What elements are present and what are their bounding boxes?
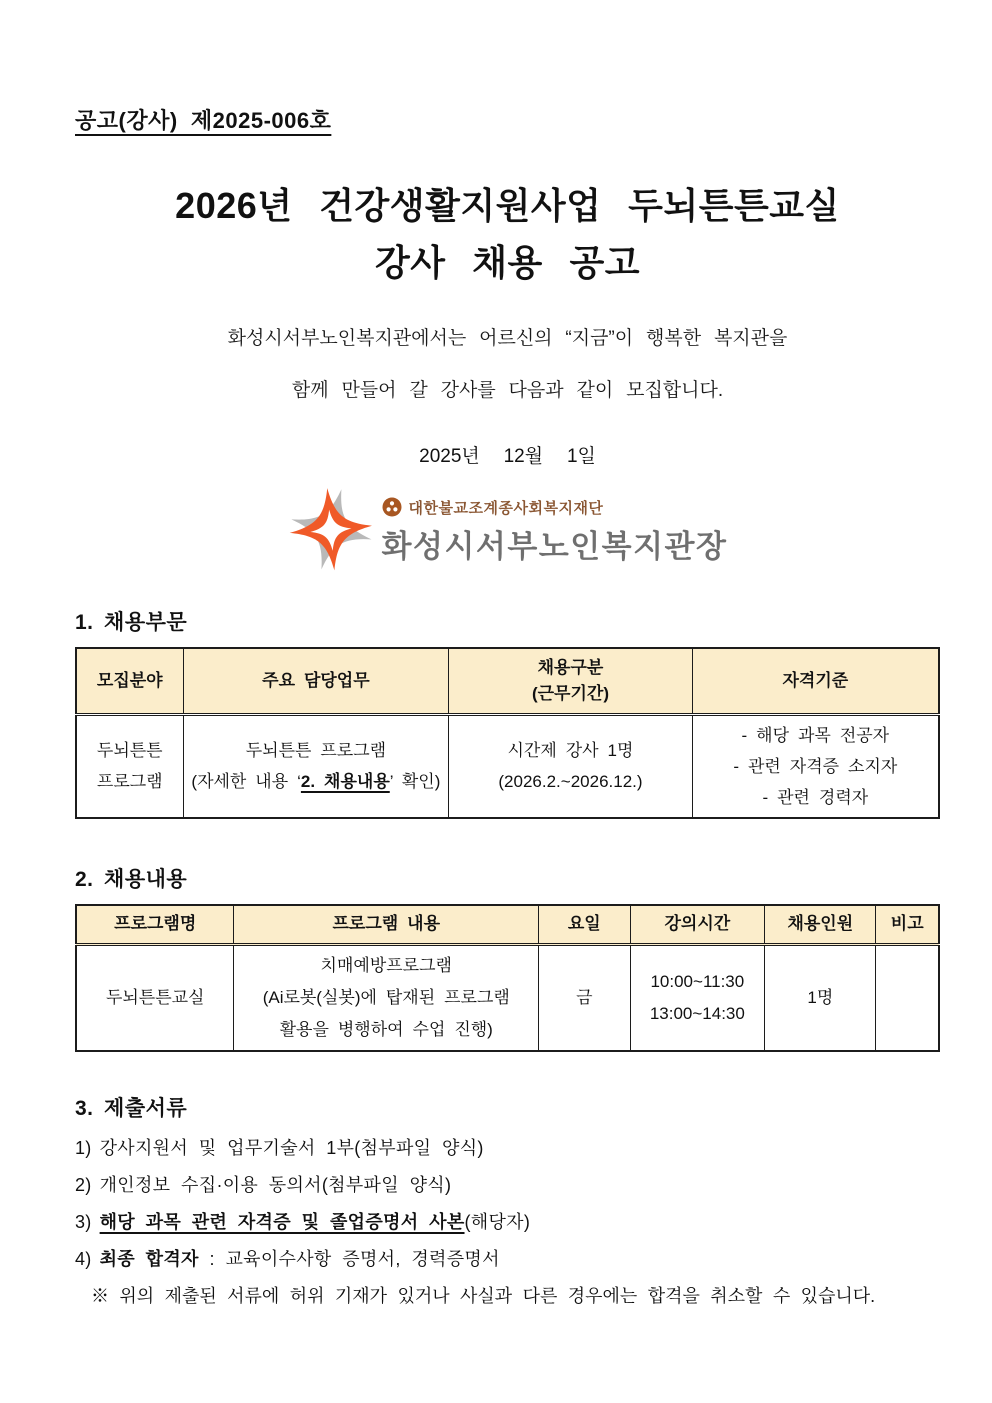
item-4-number: 4): [75, 1249, 92, 1269]
announcement-date: 2025년 12월 1일: [419, 446, 596, 467]
cell-duty-line1: 두뇌튼튼 프로그램: [245, 741, 387, 760]
page-title: [75, 177, 940, 291]
th-remarks: 비고: [876, 905, 939, 945]
recruitment-detail-table: [75, 904, 940, 1053]
table-header-row: [76, 648, 939, 714]
duty-emphasis: 2. 채용내용: [300, 772, 390, 791]
list-item-4: [75, 1245, 940, 1273]
th-program-name: 프로그램명: [76, 905, 234, 945]
section-1-heading: 1. 채용부문: [75, 611, 188, 634]
content-line-3: 활용을 병행하여 수업 진행): [279, 1020, 493, 1039]
item-2-number: 2): [75, 1175, 92, 1195]
cell-field-line2: 프로그램: [96, 772, 163, 791]
cell-qualification: [692, 714, 939, 818]
submission-document-list: [75, 1134, 940, 1310]
intro-line-2: 함께 만들어 갈 강사를 다음과 같이 모집합니다.: [291, 380, 724, 401]
cell-recruit-field: [76, 714, 183, 818]
list-item-2: [75, 1171, 940, 1199]
list-item-1: [75, 1134, 940, 1162]
th-qualification: 자격기준: [692, 648, 939, 714]
item-1-number: 1): [75, 1138, 92, 1158]
item-4-text: : 교육이수사항 증명서, 경력증명서: [198, 1249, 500, 1269]
qual-line-2: - 관련 자격증 소지자: [733, 756, 898, 776]
th-employment-type: [449, 648, 692, 714]
foundation-line: [382, 497, 728, 518]
intro-paragraph: [75, 313, 940, 417]
organization-logo: [75, 482, 940, 580]
announcement-ref-no: [75, 104, 940, 135]
cell-type-line2: (2026.2.~2026.12.): [498, 772, 643, 791]
duty-pre: (자세한 내용 ‘: [191, 772, 301, 791]
qual-line-3: - 관련 경력자: [762, 787, 869, 807]
th-employment-type-line1: 채용구분: [537, 657, 604, 677]
item-3-text: (해당자): [464, 1212, 531, 1232]
item-4-emphasis: 최종 합격자: [99, 1249, 199, 1269]
intro-line-1: 화성시서부노인복지관에서는 어르신의 “지금”이 행복한 복지관을: [227, 328, 788, 349]
item-1-text: 강사지원서 및 업무기술서 1부(첨부파일 양식): [99, 1138, 484, 1158]
cell-type-line1: 시간제 강사 1명: [507, 741, 634, 760]
organization-name: 화성시서부노인복지관장: [381, 528, 728, 564]
ref-no-text: 공고(강사) 제2025-006호: [75, 108, 332, 133]
th-day: 요일: [539, 905, 630, 945]
content-line-2: (Ai로봇(실봇)에 탑재된 프로그램: [262, 988, 510, 1007]
cell-lecture-time: [630, 945, 765, 1052]
foundation-name: 대한불교조계종사회복지재단: [408, 499, 604, 517]
title-line-1: 2026년 건강생활지원사업 두뇌튼튼교실: [175, 185, 840, 226]
disclaimer-note: ※ 위의 제출된 서류에 허위 기재가 있거나 사실과 다른 경우에는 합격을 취소할 수 있습니다.: [91, 1286, 876, 1306]
time-line-2: 13:00~14:30: [649, 1004, 745, 1023]
jogye-symbol-icon: [382, 497, 402, 517]
duty-post: ’ 확인): [389, 772, 441, 791]
cell-employment-type: [449, 714, 692, 818]
item-3-number: 3): [75, 1212, 92, 1232]
section-2-heading: 2. 채용내용: [75, 867, 188, 891]
title-line-2: 강사 채용 공고: [374, 242, 641, 283]
recruitment-field-table: [75, 647, 940, 819]
content-line-1: 치매예방프로그램: [320, 956, 452, 975]
cell-duty-line2: [189, 766, 444, 797]
cell-program-content: [234, 945, 539, 1052]
cell-headcount: 1명: [765, 945, 876, 1052]
item-2-text: 개인정보 수집·이용 동의서(첨부파일 양식): [99, 1175, 452, 1195]
qual-line-1: - 해당 과목 전공자: [741, 725, 890, 745]
th-headcount: 채용인원: [765, 905, 876, 945]
cell-main-duty: [183, 714, 449, 818]
table-row: [76, 945, 939, 1052]
th-program-content: 프로그램 내용: [234, 905, 539, 945]
cell-program-name: 두뇌튼튼교실: [76, 945, 234, 1052]
section-3-heading: 3. 제출서류: [75, 1097, 188, 1120]
table-row: [76, 714, 939, 818]
item-3-emphasis: 해당 과목 관련 자격증 및 졸업증명서 사본: [99, 1212, 465, 1232]
th-recruit-field: 모집분야: [76, 648, 183, 714]
th-employment-type-line2: (근무기간): [531, 683, 609, 703]
logo-text-block: [382, 497, 728, 566]
cell-day: 금: [539, 945, 630, 1052]
th-lecture-time: 강의시간: [630, 905, 765, 945]
th-main-duty: 주요 담당업무: [183, 648, 449, 714]
cell-remarks: [876, 945, 939, 1052]
time-line-1: 10:00~11:30: [650, 972, 745, 991]
cell-field-line1: 두뇌튼튼: [96, 741, 163, 760]
list-item-3: [75, 1208, 940, 1236]
star-logo-icon: [288, 483, 374, 579]
table-header-row: [76, 905, 939, 945]
